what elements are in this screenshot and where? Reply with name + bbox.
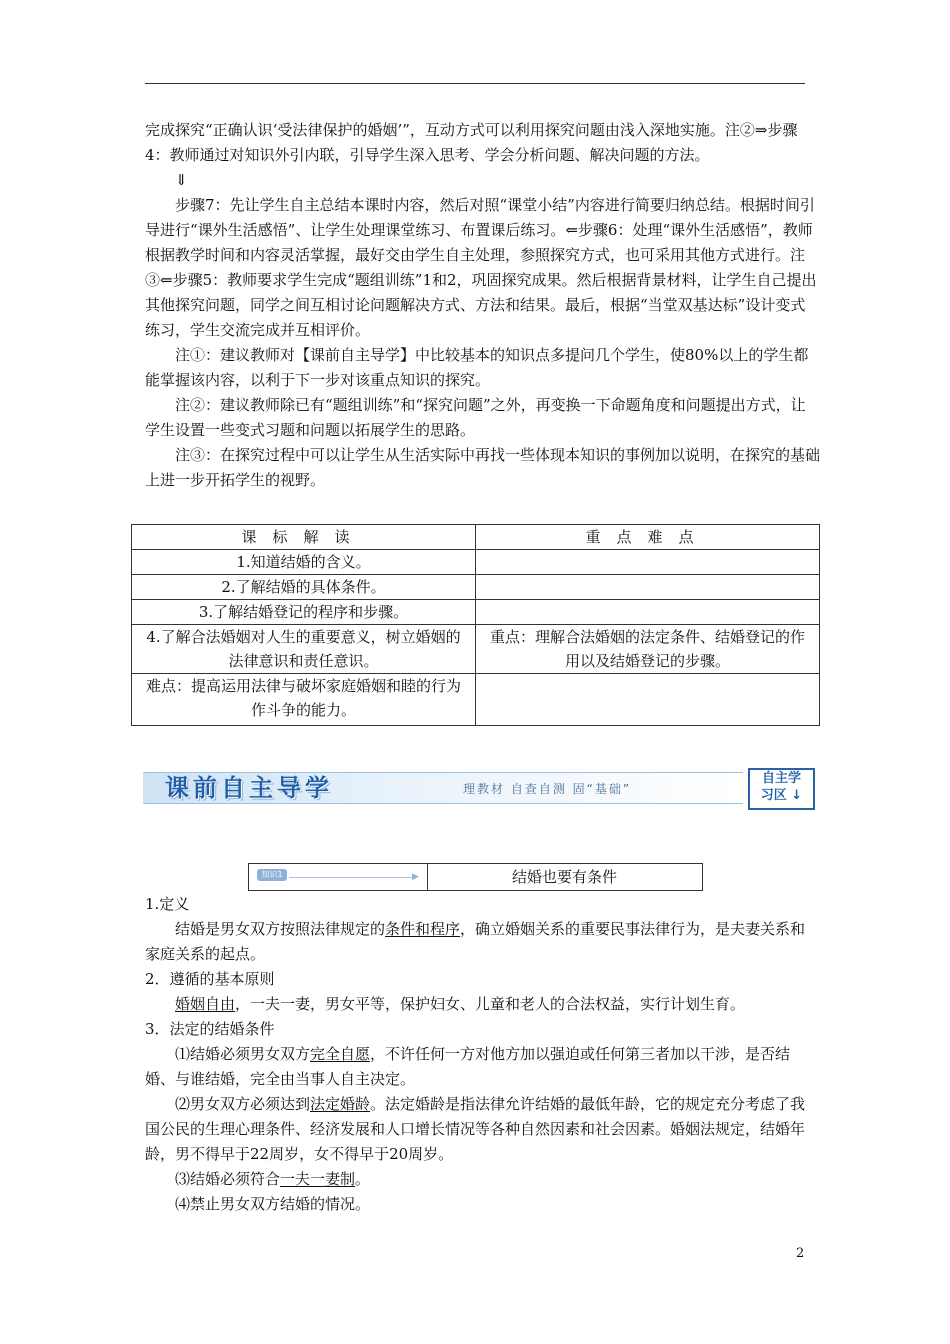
header-standards: 课标解读 (132, 525, 476, 550)
table-row (132, 600, 820, 625)
knowledge-heading-box (248, 863, 703, 891)
text-span: ⑶结婚必须符合 (175, 1170, 281, 1188)
table-cell: 4.了解合法婚姻对人生的重要意义，树立婚姻的法律意识和责任意识。 (132, 625, 476, 674)
intro-paragraph-2: 步骤7：先让学生自主总结本课时内容，然后对照“课堂小结”内容进行简要归纳总结。根据时间引导进行“课外生活感悟”、让学生处理课堂练习、布置课后练习。⇐步骤6：处理“课外生活感悟”，教师根据教学时间和内容灵活掌握，最好交由学生自主处理，参照探究方式，也可采用其他方式进行。注③⇐步骤5：教师要求学生完成“题组训练”1和2，巩固探究成果。然后根据背景材料，让学生自己提出其他探究问题，同学之间互相讨论问题解决方式、方法和结果。最后，根据“当堂双基达标”设计变式练习，学生交流完成并互相评价。 (145, 196, 817, 339)
text-span: ，一夫一妻，男女平等，保护妇女、儿童和老人的合法权益，实行计划生育。 (235, 995, 746, 1013)
table-cell (476, 575, 820, 600)
badge-line-1: 自主学 (761, 771, 801, 786)
table-cell: 难点：提高运用法律与破坏家庭婚姻和睦的行为作斗争的能力。 (132, 674, 476, 726)
table-row (132, 550, 820, 575)
banner-title: 课前自主导学 (165, 774, 333, 802)
text-span: ，确立婚姻关系的重要民事法律行为，是夫妻关系和家庭关系的起点。 (145, 920, 806, 963)
principles-paragraph (145, 992, 820, 1017)
table-row (132, 674, 820, 726)
table-cell (476, 550, 820, 575)
section-banner (143, 768, 815, 810)
table-row (132, 625, 820, 674)
note-2: 注②：建议教师除已有“题组训练”和“探究问题”之外，再变换一下命题角度和问题提出方式，让学生设置一些变式习题和问题以拓展学生的思路。 (145, 396, 806, 439)
table-cell (476, 600, 820, 625)
condition-2 (145, 1092, 820, 1167)
note-3: 注③：在探究过程中可以让学生从生活实际中再找一些体现本知识的事例加以说明，在探究的基础上进一步开拓学生的视野。 (145, 446, 821, 489)
underlined-term: 条件和程序 (385, 920, 461, 938)
text-span: 。法定婚龄是指法律允许结婚的最低年龄，它的规定充分考虑了我国公民的生理心理条件、经济发展和人口增长情况等各种自然因素和社会因素。婚姻法规定，结婚年龄，男不得早于22周岁，女不得早于20周岁。 (145, 1095, 806, 1163)
down-arrow-icon: ⇓ (175, 171, 188, 189)
standards-table (131, 524, 820, 726)
text-span: 。 (355, 1170, 371, 1188)
note-1: 注①：建议教师对【课前自主导学】中比较基本的知识点多提问几个学生，使80%以上的学生都能掌握该内容，以利于下一步对该重点知识的探究。 (145, 346, 809, 389)
table-cell: 1.知道结婚的含义。 (132, 550, 476, 575)
section-3-heading: 3．法定的结婚条件 (145, 1020, 275, 1038)
intro-paragraph-1: 完成探究“正确认识‘受法律保护的婚姻’”，互动方式可以利用探究问题由浅入深地实施。注②⇒步骤4：教师通过对知识外引内联，引导学生深入思考、学会分析问题、解决问题的方法。 (145, 121, 798, 164)
text-span: ，不许任何一方对他方加以强迫或任何第三者加以干涉，是否结婚、与谁结婚，完全由当事人自主决定。 (145, 1045, 791, 1088)
table-row (132, 575, 820, 600)
badge-line-2: 习区 ↓ (760, 788, 803, 803)
self-study-badge (748, 768, 815, 810)
tag-line (289, 877, 414, 878)
section-1-heading: 1.定义 (145, 895, 190, 913)
underlined-term: 婚姻自由 (175, 995, 236, 1013)
condition-1 (145, 1042, 820, 1092)
table-header-row (132, 525, 820, 550)
section-2-heading: 2．遵循的基本原则 (145, 970, 275, 988)
table-cell: 3.了解结婚登记的程序和步骤。 (132, 600, 476, 625)
table-cell (476, 674, 820, 726)
table-cell: 重点：理解合法婚姻的法定条件、结婚登记的作用以及结婚登记的步骤。 (476, 625, 820, 674)
knowledge-title: 结婚也要有条件 (511, 868, 617, 886)
header-key-points: 重点难点 (476, 525, 820, 550)
underlined-term: 一夫一妻制 (280, 1170, 356, 1188)
intro-text (145, 118, 820, 493)
condition-4: ⑷禁止男女双方结婚的情况。 (175, 1195, 371, 1213)
underlined-term: 法定婚龄 (310, 1095, 371, 1113)
header-rule (145, 83, 805, 84)
arrow-right-icon: ▶ (412, 872, 419, 882)
condition-3 (145, 1167, 820, 1192)
page-number: 2 (796, 1246, 805, 1261)
underlined-term: 完全自愿 (310, 1045, 371, 1063)
knowledge-tag: 知识1 (257, 869, 287, 881)
banner-subtitle: 理教材 自查自测 固“基础” (463, 782, 632, 796)
knowledge-tag-cell (249, 864, 428, 890)
text-span: ⑴结婚必须男女双方 (175, 1045, 311, 1063)
text-span: 结婚是男女双方按照法律规定的 (175, 920, 386, 938)
text-span: ⑵男女双方必须达到 (175, 1095, 311, 1113)
definition-paragraph (145, 917, 820, 967)
content-text (145, 892, 820, 1217)
table-cell: 2.了解结婚的具体条件。 (132, 575, 476, 600)
